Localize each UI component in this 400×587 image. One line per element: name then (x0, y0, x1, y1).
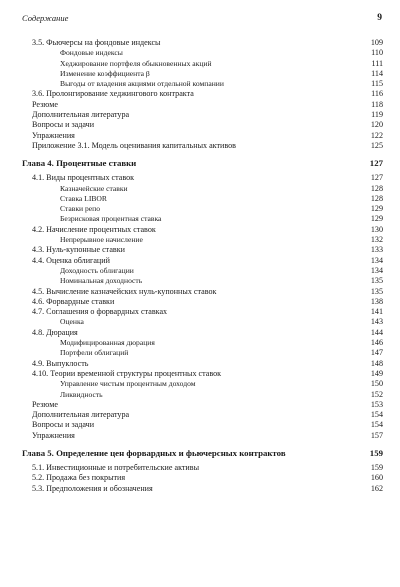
toc-section (22, 173, 383, 183)
toc-section (22, 89, 383, 99)
toc-subsection (22, 79, 383, 89)
toc-section (22, 110, 383, 120)
toc-entry-title: Модифицированная дюрация (60, 338, 155, 348)
toc-subsection (22, 266, 383, 276)
toc-entry-page: 114 (371, 68, 383, 78)
toc-entry-page: 128 (370, 183, 383, 193)
toc-entry-title: Управление чистым процентным доходом (60, 379, 196, 389)
toc-entry-title: Резюме (32, 99, 58, 109)
toc-entry-title: Глава 5. Определение цен форвардных и фьючерсных контрактов (22, 447, 286, 458)
toc-section (22, 141, 383, 151)
toc-entry-page: 150 (370, 379, 383, 389)
toc-entry-title: 4.10. Теории временной структуры процентных ставок (32, 368, 222, 378)
toc-entry-page: 159 (369, 447, 383, 458)
toc-section (22, 410, 383, 420)
toc-entry-title: Ликвидность (60, 389, 103, 399)
toc-subsection (22, 390, 383, 400)
toc-entry-page: 110 (371, 48, 383, 58)
toc-section (22, 463, 383, 473)
toc-entry-page: 118 (371, 99, 383, 109)
toc-section (22, 297, 383, 307)
toc-entry-title: Казначейские ставки (60, 183, 128, 193)
toc-entry-title: Ставка LIBOR (60, 193, 107, 203)
toc-entry-title: 5.2. Продажа без покрытия (32, 473, 126, 483)
toc-entry-page: 127 (370, 173, 383, 183)
toc-entry-page: 134 (370, 255, 383, 265)
toc-entry-page: 138 (370, 296, 383, 306)
toc-entry-page: 141 (370, 307, 383, 317)
toc-section (22, 420, 383, 430)
toc-entry-page: 127 (369, 158, 383, 169)
toc-entry-page: 153 (370, 399, 383, 409)
toc-entry-title: 4.7. Соглашения о форвардных ставках (32, 307, 168, 317)
toc-entry-title: Непрерывное начисление (60, 235, 143, 245)
toc-entry-title: Дополнительная литература (32, 410, 130, 420)
toc-entry-title: Резюме (32, 399, 58, 409)
toc-entry-page: 162 (370, 483, 383, 493)
toc-entry-page: 125 (370, 140, 383, 150)
toc-entry-page: 109 (370, 38, 383, 47)
toc-section (22, 400, 383, 410)
toc-subsection (22, 276, 383, 286)
toc-entry-title: 4.3. Нуль-купонные ставки (32, 245, 125, 255)
toc-entry-page: 116 (371, 89, 383, 99)
toc-entry-page: 135 (370, 286, 383, 296)
toc-entry-page: 147 (370, 348, 383, 358)
toc-entry-title: Приложение 3.1. Модель оценивания капитальных активов (32, 140, 236, 150)
toc-subsection (22, 379, 383, 389)
toc-entry-title: Ставки репо (60, 204, 101, 214)
toc-entry-page: 144 (370, 327, 383, 337)
chapter-heading (22, 447, 383, 459)
table-of-contents (22, 38, 383, 494)
toc-section (22, 328, 383, 338)
toc-subsection (22, 69, 383, 79)
toc-entry-page: 115 (371, 79, 383, 89)
toc-entry-title: Оценка (60, 317, 84, 327)
toc-subsection (22, 194, 383, 204)
toc-entry-title: Безрисковая процентная ставка (60, 214, 162, 224)
toc-entry-title: Упражнения (32, 430, 75, 440)
toc-section (22, 245, 383, 255)
toc-entry-title: 4.6. Форвардные ставки (32, 296, 115, 306)
toc-section (22, 431, 383, 441)
running-head-title: Содержание (22, 13, 69, 23)
toc-entry-title: Хеджирование портфеля обыкновенных акций (60, 58, 212, 68)
toc-entry-page: 160 (370, 473, 383, 483)
toc-entry-title: Вопросы и задачи (32, 120, 95, 130)
toc-entry-page: 129 (370, 214, 383, 224)
running-head (22, 13, 382, 27)
toc-entry-title: Дополнительная литература (32, 110, 130, 120)
toc-section (22, 131, 383, 141)
toc-subsection (22, 348, 383, 358)
toc-section (22, 38, 383, 48)
toc-subsection (22, 204, 383, 214)
toc-entry-page: 129 (370, 204, 383, 214)
toc-entry-title: Портфели облигаций (60, 348, 129, 358)
toc-entry-page: 148 (370, 358, 383, 368)
toc-entry-title: 5.3. Предположения и обозначения (32, 483, 153, 493)
toc-subsection (22, 235, 383, 245)
toc-section (22, 120, 383, 130)
toc-entry-page: 157 (370, 430, 383, 440)
toc-entry-page: 132 (370, 235, 383, 245)
toc-section (22, 287, 383, 297)
toc-entry-title: Выгоды от владения акциями отдельной компании (60, 79, 224, 89)
toc-entry-title: Доходность облигации (60, 265, 134, 275)
page-number: 9 (377, 13, 382, 23)
toc-entry-title: 4.1. Виды процентных ставок (32, 173, 135, 183)
toc-section (22, 484, 383, 494)
toc-entry-page: 111 (371, 58, 383, 68)
toc-section (22, 307, 383, 317)
toc-subsection (22, 48, 383, 58)
toc-subsection (22, 214, 383, 224)
toc-entry-page: 133 (370, 245, 383, 255)
toc-section (22, 256, 383, 266)
toc-entry-title: 4.2. Начисление процентных ставок (32, 224, 156, 234)
toc-section (22, 100, 383, 110)
toc-entry-title: 5.1. Инвестиционные и потребительские активы (32, 462, 200, 472)
toc-entry-page: 119 (371, 110, 383, 120)
toc-entry-title: Глава 4. Процентные ставки (22, 158, 137, 169)
toc-entry-page: 154 (370, 420, 383, 430)
toc-section (22, 369, 383, 379)
toc-entry-title: Вопросы и задачи (32, 420, 95, 430)
toc-entry-title: Упражнения (32, 130, 75, 140)
toc-section (22, 359, 383, 369)
toc-entry-page: 128 (370, 193, 383, 203)
toc-entry-title: 4.5. Вычисление казначейских нуль-купонных ставок (32, 286, 217, 296)
toc-entry-title: Изменение коэффициента β (60, 68, 150, 78)
toc-entry-page: 149 (370, 368, 383, 378)
toc-entry-page: 122 (370, 130, 383, 140)
toc-entry-page: 146 (370, 338, 383, 348)
toc-entry-title: 3.6. Пролонгирование хеджингового контракта (32, 89, 194, 99)
toc-entry-title: Фондовые индексы (60, 48, 123, 58)
chapter-heading (22, 157, 383, 169)
toc-subsection (22, 317, 383, 327)
toc-entry-page: 130 (370, 224, 383, 234)
toc-entry-page: 135 (370, 276, 383, 286)
toc-entry-page: 143 (370, 317, 383, 327)
toc-entry-title: 4.9. Выпуклость (32, 358, 89, 368)
toc-section (22, 225, 383, 235)
toc-entry-title: 4.8. Дюрация (32, 327, 78, 337)
toc-subsection (22, 59, 383, 69)
toc-entry-title: 3.5. Фьючерсы на фондовые индексы (32, 38, 161, 47)
toc-subsection (22, 184, 383, 194)
toc-section (22, 473, 383, 483)
toc-entry-title: Номинальная доходность (60, 276, 143, 286)
toc-subsection (22, 338, 383, 348)
toc-entry-page: 154 (370, 410, 383, 420)
toc-entry-page: 152 (370, 389, 383, 399)
toc-entry-title: 4.4. Оценка облигаций (32, 255, 110, 265)
toc-entry-page: 159 (370, 462, 383, 472)
toc-entry-page: 120 (370, 120, 383, 130)
toc-entry-page: 134 (370, 265, 383, 275)
